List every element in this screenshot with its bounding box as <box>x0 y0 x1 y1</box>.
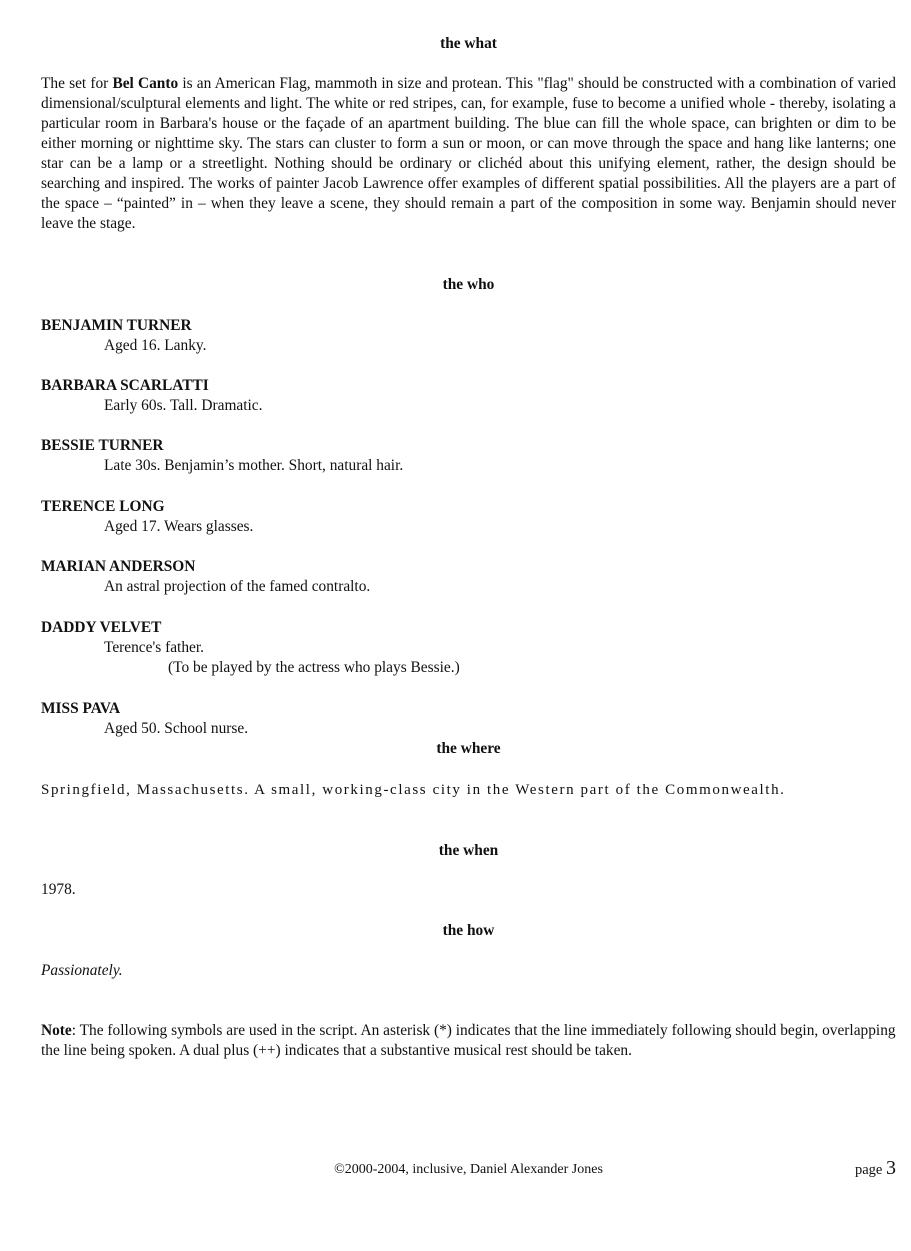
character-name: BESSIE TURNER <box>41 437 164 454</box>
character-entry <box>41 376 896 416</box>
character-description: Aged 17. Wears glasses. <box>104 518 254 535</box>
character-name: MARIAN ANDERSON <box>41 558 196 575</box>
character-name: DADDY VELVET <box>41 619 162 636</box>
character-entry <box>41 699 896 739</box>
script-page <box>41 0 896 1251</box>
character-name: MISS PAVA <box>41 700 121 717</box>
character-description: Aged 16. Lanky. <box>104 337 207 354</box>
character-name: BARBARA SCARLATTI <box>41 377 209 394</box>
character-entry <box>41 618 896 678</box>
page-number: page 3 <box>855 1157 896 1179</box>
character-entry <box>41 557 896 597</box>
character-name: TERENCE LONG <box>41 498 165 515</box>
note-label: Note <box>41 1022 72 1039</box>
character-description: Late 30s. Benjamin’s mother. Short, natural hair. <box>104 457 404 474</box>
character-entry <box>41 316 896 356</box>
heading-the-who: the who <box>442 276 495 293</box>
setting-location: Springfield, Massachusetts. A small, working-class city in the Western part of the Commonwealth. <box>41 782 786 798</box>
page-footer <box>41 1158 896 1180</box>
character-entry <box>41 497 896 537</box>
set-description: The set for Bel Canto is an American Flag, mammoth in size and protean. This "flag" should be constructed with a combination of varied dimensional/sculptural elements and light. The white or red stripes, can, for example, fuse to become a unified whole - thereby, isolating a particular room in Barbara's house or the façade of an apartment building. The blue can fill the whole space, can brighten or dim to be either morning or nighttime sky. The stars can cluster to form a sun or moon, or can move through the space and hang like lanterns; one star can be a lamp or a streetlight. Nothing should be ordinary or clichéd about this unifying element, rather, the design should be searching and inspired. The works of painter Jacob Lawrence offer examples of different spatial possibilities. All the players are a part of the space – “painted” in – when they leave a scene, they should remain a part of the composition in some way. Benjamin should never leave the stage. <box>41 75 896 232</box>
symbols-note: Note: The following symbols are used in the script. An asterisk (*) indicates that the line immediately following should begin, overlapping the line being spoken. A dual plus (++) indicates that a substantive musical rest should be taken. <box>41 1022 896 1059</box>
setting-year: 1978. <box>41 881 76 898</box>
heading-the-where: the where <box>436 740 501 757</box>
character-entry <box>41 436 896 476</box>
character-description: Early 60s. Tall. Dramatic. <box>104 397 263 414</box>
character-description: Terence's father. <box>104 639 204 656</box>
performance-style: Passionately. <box>41 962 123 979</box>
character-note: (To be played by the actress who plays Bessie.) <box>168 659 460 676</box>
character-description: An astral projection of the famed contralto. <box>104 578 371 595</box>
heading-the-what: the what <box>440 35 497 52</box>
heading-the-when: the when <box>438 842 499 859</box>
character-name: BENJAMIN TURNER <box>41 317 192 334</box>
copyright-notice: ©2000-2004, inclusive, Daniel Alexander Jones <box>334 1162 603 1177</box>
character-description: Aged 50. School nurse. <box>104 720 249 737</box>
heading-the-how: the how <box>442 922 495 939</box>
play-title: Bel Canto <box>112 75 179 92</box>
